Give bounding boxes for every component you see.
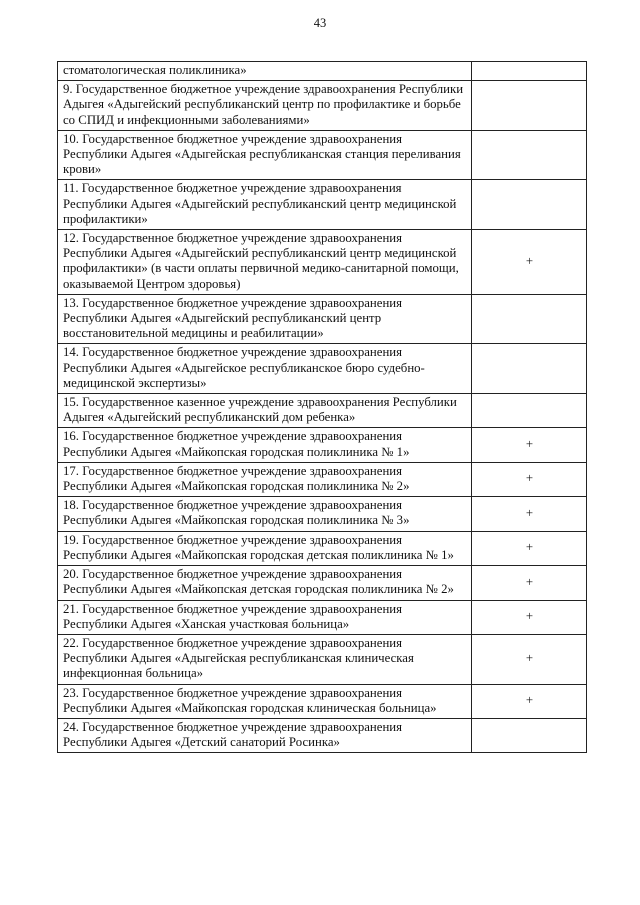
mark-cell: + — [472, 566, 587, 600]
institution-name-cell: 24. Государственное бюджетное учреждение здравоохранения Республики Адыгея «Детский санаторий Росинка» — [58, 718, 472, 752]
table-row — [58, 684, 587, 718]
table-row — [58, 294, 587, 344]
table-row — [58, 428, 587, 462]
mark-cell: + — [472, 230, 587, 295]
table-row — [58, 230, 587, 295]
mark-cell — [472, 344, 587, 394]
mark-cell: + — [472, 428, 587, 462]
institution-name-cell: 11. Государственное бюджетное учреждение здравоохранения Республики Адыгея «Адыгейский республиканский центр медицинской профилактики» — [58, 180, 472, 230]
mark-cell — [472, 130, 587, 180]
table-row — [58, 718, 587, 752]
mark-cell — [472, 81, 587, 131]
institution-name-cell: 13. Государственное бюджетное учреждение здравоохранения Республики Адыгея «Адыгейский республиканский центр восстановительной медицины и реабилитации» — [58, 294, 472, 344]
mark-cell — [472, 180, 587, 230]
table-row — [58, 81, 587, 131]
mark-cell: + — [472, 600, 587, 634]
institution-name-cell: 15. Государственное казенное учреждение здравоохранения Республики Адыгея «Адыгейский республиканский дом ребенка» — [58, 394, 472, 428]
table-row — [58, 344, 587, 394]
mark-cell — [472, 294, 587, 344]
institution-name-cell: 18. Государственное бюджетное учреждение здравоохранения Республики Адыгея «Майкопская городская поликлиника № 3» — [58, 497, 472, 531]
table-row — [58, 394, 587, 428]
institution-name-cell: 20. Государственное бюджетное учреждение здравоохранения Республики Адыгея «Майкопская детская городская поликлиника № 2» — [58, 566, 472, 600]
table-row — [58, 566, 587, 600]
table-row — [58, 62, 587, 81]
institution-name-cell: 9. Государственное бюджетное учреждение здравоохранения Республики Адыгея «Адыгейский республиканский центр по профилактике и борьбе со СПИД и инфекционными заболеваниями» — [58, 81, 472, 131]
mark-cell — [472, 394, 587, 428]
mark-cell: + — [472, 497, 587, 531]
mark-cell — [472, 62, 587, 81]
table-row — [58, 531, 587, 565]
institution-name-cell: 19. Государственное бюджетное учреждение здравоохранения Республики Адыгея «Майкопская городская детская поликлиника № 1» — [58, 531, 472, 565]
institutions-table — [57, 61, 587, 753]
institution-name-cell: 22. Государственное бюджетное учреждение здравоохранения Республики Адыгея «Адыгейская республиканская клиническая инфекционная больница» — [58, 634, 472, 684]
mark-cell: + — [472, 634, 587, 684]
table-row — [58, 600, 587, 634]
institution-name-cell: 16. Государственное бюджетное учреждение здравоохранения Республики Адыгея «Майкопская городская поликлиника № 1» — [58, 428, 472, 462]
institution-name-cell: 17. Государственное бюджетное учреждение здравоохранения Республики Адыгея «Майкопская городская поликлиника № 2» — [58, 462, 472, 496]
institution-name-cell: 21. Государственное бюджетное учреждение здравоохранения Республики Адыгея «Ханская участковая больница» — [58, 600, 472, 634]
table-row — [58, 180, 587, 230]
table-row — [58, 130, 587, 180]
table-row — [58, 497, 587, 531]
institution-name-cell: 23. Государственное бюджетное учреждение здравоохранения Республики Адыгея «Майкопская городская клиническая больница» — [58, 684, 472, 718]
institution-name-cell: 12. Государственное бюджетное учреждение здравоохранения Республики Адыгея «Адыгейский республиканский центр медицинской профилактики» (в части оплаты первичной медико-санитарной помощи, оказываемой Центром здоровья) — [58, 230, 472, 295]
institution-name-cell: 14. Государственное бюджетное учреждение здравоохранения Республики Адыгея «Адыгейское республиканское бюро судебно-медицинской экспертизы» — [58, 344, 472, 394]
mark-cell: + — [472, 531, 587, 565]
mark-cell: + — [472, 462, 587, 496]
mark-cell — [472, 718, 587, 752]
institution-name-cell: стоматологическая поликлиника» — [58, 62, 472, 81]
institution-name-cell: 10. Государственное бюджетное учреждение здравоохранения Республики Адыгея «Адыгейская республиканская станция переливания крови» — [58, 130, 472, 180]
table-row — [58, 462, 587, 496]
mark-cell: + — [472, 684, 587, 718]
table-row — [58, 634, 587, 684]
page-number: 43 — [313, 16, 327, 30]
